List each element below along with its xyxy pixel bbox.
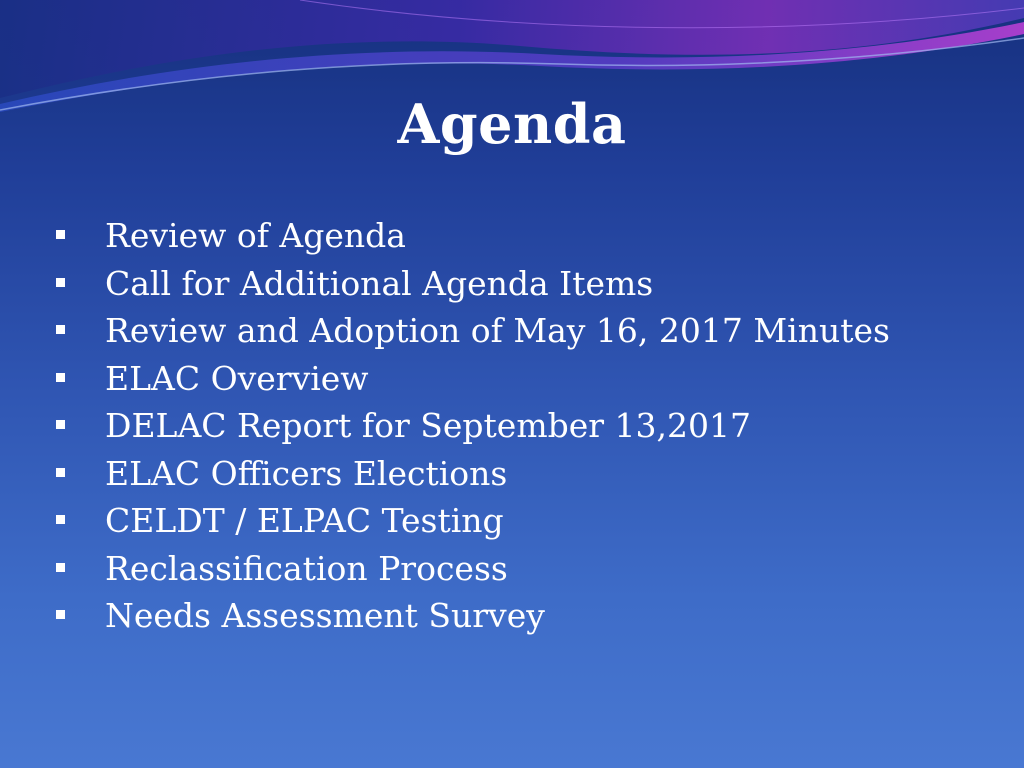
agenda-item-label: DELAC Report for September 13,2017 [105, 406, 751, 445]
agenda-item-label: Call for Additional Agenda Items [105, 263, 654, 303]
agenda-item [54, 260, 1004, 308]
agenda-item-label: Reclassification Process [105, 548, 508, 588]
square-bullet-icon [56, 515, 65, 524]
agenda-item [54, 355, 1004, 403]
agenda-item [54, 545, 1004, 593]
agenda-item-label: ELAC Officers Elections [105, 453, 508, 493]
agenda-item [54, 402, 1004, 450]
agenda-item-label: Review and Adoption of May 16, 2017 Minutes [105, 311, 890, 350]
agenda-item-label: Review of Agenda [105, 216, 406, 255]
agenda-item [54, 592, 1004, 640]
square-bullet-icon [56, 420, 65, 429]
square-bullet-icon [56, 230, 65, 239]
agenda-item-label: ELAC Overview [105, 358, 369, 398]
square-bullet-icon [56, 468, 65, 477]
square-bullet-icon [56, 373, 65, 382]
agenda-item-label: CELDT / ELPAC Testing [105, 501, 504, 540]
slide-title: Agenda [397, 92, 627, 156]
agenda-item [54, 307, 1004, 355]
agenda-item-label: Needs Assessment Survey [105, 596, 545, 635]
square-bullet-icon [56, 325, 65, 334]
square-bullet-icon [56, 278, 65, 287]
agenda-list [54, 212, 1004, 640]
agenda-item [54, 497, 1004, 545]
square-bullet-icon [56, 563, 65, 572]
square-bullet-icon [56, 610, 65, 619]
agenda-item [54, 450, 1004, 498]
agenda-item [54, 212, 1004, 260]
